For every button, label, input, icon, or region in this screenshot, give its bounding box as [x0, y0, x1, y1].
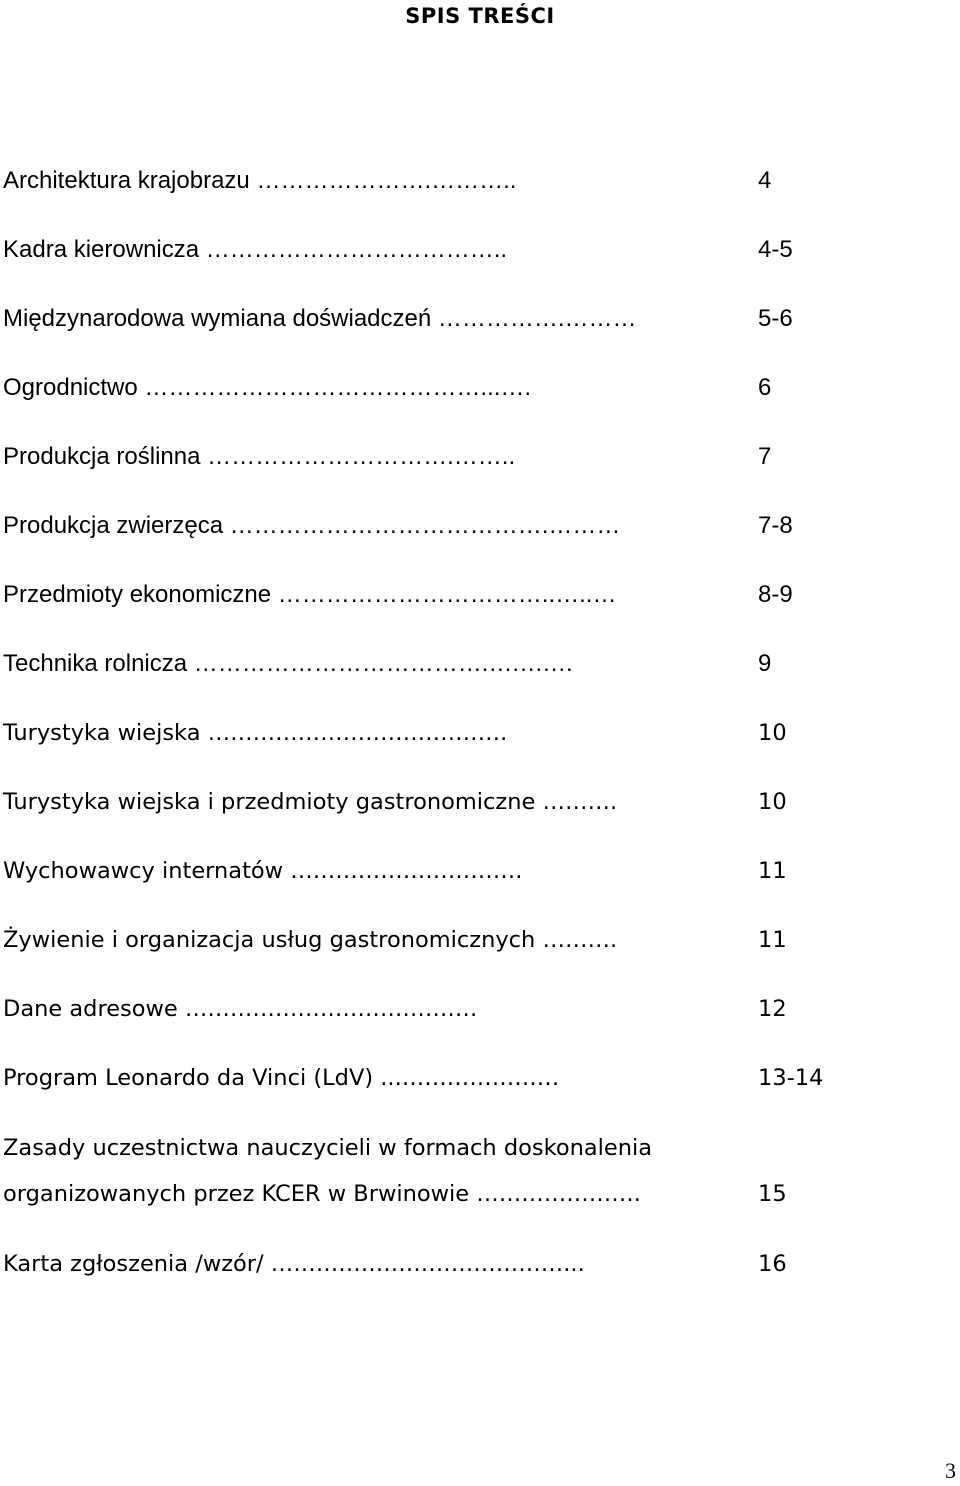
toc-entry-label-line: Zasady uczestnictwa nauczycieli w formach doskonalenia: [3, 1135, 653, 1161]
toc-entry-page: 13-14: [758, 1065, 824, 1091]
toc-entry-label: Dane adresowe …………………………………: [3, 996, 478, 1022]
toc-entry-page: 4: [758, 167, 772, 194]
toc-entry-page: 10: [758, 720, 787, 746]
toc-entry-page: 6: [758, 374, 772, 401]
toc-entry-label: Produkcja roślinna ………………………….……..: [3, 443, 516, 470]
toc-entry-label: Przedmioty ekonomiczne ……………………………..…..…: [3, 581, 617, 608]
toc-entry-label-line: organizowanych przez KCER w Brwinowie ………………….: [3, 1181, 641, 1207]
toc-entry-label: Turystyka wiejska ………………………………….: [3, 720, 508, 746]
toc-entry-label: Ogrodnictwo ……………………………………...….: [3, 374, 532, 401]
toc-entry-page: 9: [758, 650, 772, 677]
toc-entry-page: 5-6: [758, 305, 793, 332]
toc-entry-label: Międzynarodowa wymiana doświadczeń …………….………: [3, 305, 637, 332]
toc-entry-label: [3, 1125, 652, 1217]
toc-entry-label: Architektura krajobrazu ………………….………..: [3, 167, 517, 194]
toc-entry-label: Kadra kierownicza ………………………………..: [3, 236, 508, 263]
toc-entry-page: 8-9: [758, 581, 793, 608]
toc-entry-label: Turystyka wiejska i przedmioty gastronomiczne ……….: [3, 789, 618, 815]
toc-entry-page: 15: [758, 1181, 787, 1207]
toc-entry-label: Program Leonardo da Vinci (LdV) ...…………………: [3, 1065, 560, 1091]
toc-entry-label: Technika rolnicza ……………………………….….….…: [3, 650, 574, 677]
toc-entry-page: 7-8: [758, 512, 793, 539]
toc-entry-page: 4-5: [758, 236, 793, 263]
toc-entry-label: Wychowawcy internatów ………………………….: [3, 858, 523, 884]
toc-entry-page: 11: [758, 858, 787, 884]
toc-entry-page: 10: [758, 789, 787, 815]
toc-entry-label: Karta zgłoszenia /wzór/ …………………………………...: [3, 1251, 585, 1277]
toc-entry-page: 7: [758, 443, 772, 470]
toc-entry-label: Produkcja zwierzęca ………………………………….………: [3, 512, 621, 539]
document-title: SPIS TREŚCI: [405, 4, 555, 28]
toc-entry-page: 11: [758, 927, 787, 953]
toc-entry-page: 16: [758, 1251, 787, 1277]
toc-entry-label: Żywienie i organizacja usług gastronomicznych ……….: [3, 927, 618, 953]
page-number: 3: [945, 1458, 956, 1483]
toc-entry-page: 12: [758, 996, 787, 1022]
